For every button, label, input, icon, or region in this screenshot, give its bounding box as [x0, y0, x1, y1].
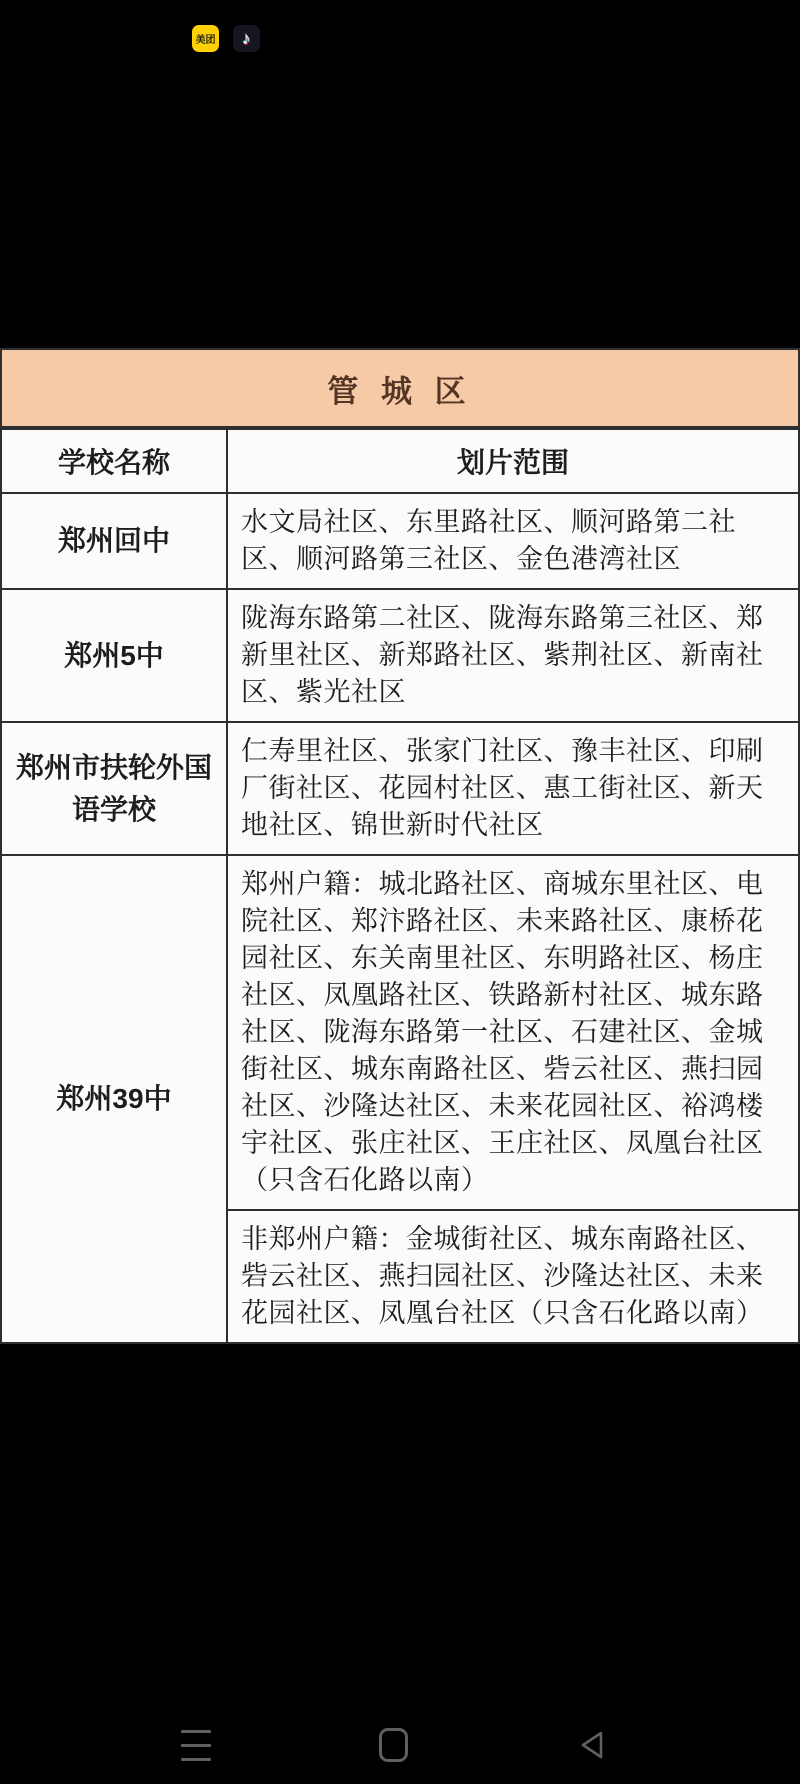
- school-name-cell: 郑州5中: [1, 589, 227, 722]
- school-name-cell: 郑州39中: [1, 855, 227, 1343]
- table-row: [1, 493, 799, 589]
- android-navigation-bar: [0, 1700, 800, 1784]
- menu-bar: [181, 1730, 211, 1733]
- column-header-school-name: 学校名称: [1, 429, 227, 493]
- tiktok-app-icon[interactable]: [233, 25, 260, 52]
- table-row: [1, 855, 799, 1210]
- zone-range-cell: 陇海东路第二社区、陇海东路第三社区、郑新里社区、新郑路社区、紫荆社区、新南社区、紫光社区: [227, 589, 799, 722]
- zone-range-cell: 水文局社区、东里路社区、顺河路第二社区、顺河路第三社区、金色港湾社区: [227, 493, 799, 589]
- school-name-cell: 郑州市扶轮外国语学校: [1, 722, 227, 855]
- table-header-row: [1, 429, 799, 493]
- zone-range-cell-non-local-registration: 非郑州户籍：金城街社区、城东南路社区、砦云社区、燕扫园社区、沙隆达社区、未来花园社区、凤凰台社区（只含石化路以南）: [227, 1210, 799, 1343]
- table-row: [1, 589, 799, 722]
- zone-range-cell: 仁寿里社区、张家门社区、豫丰社区、印刷厂街社区、花园村社区、惠工街社区、新天地社区、锦世新时代社区: [227, 722, 799, 855]
- zone-range-cell-local-registration: 郑州户籍：城北路社区、商城东里社区、电院社区、郑汴路社区、未来路社区、康桥花园社区、东关南里社区、东明路社区、杨庄社区、凤凰路社区、铁路新村社区、城东路社区、陇海东路第一社区、石建社区、金城街社区、城东南路社区、砦云社区、燕扫园社区、沙隆达社区、未来花园社区、裕鸿楼宇社区、张庄社区、王庄社区、凤凰台社区（只含石化路以南）: [227, 855, 799, 1210]
- recents-menu-icon[interactable]: [181, 1730, 211, 1761]
- school-district-table-image: [0, 348, 800, 1328]
- school-name-cell: 郑州回中: [1, 493, 227, 589]
- table-row: [1, 722, 799, 855]
- menu-bar: [181, 1758, 211, 1761]
- district-table: [0, 428, 800, 1344]
- back-icon[interactable]: [577, 1729, 605, 1761]
- menu-bar: [181, 1744, 211, 1747]
- district-title: 管 城 区: [0, 348, 800, 428]
- column-header-zone-range: 划片范围: [227, 429, 799, 493]
- music-note-icon: ♪: [242, 29, 251, 48]
- meituan-app-label: 美团: [195, 35, 216, 46]
- meituan-app-icon[interactable]: [192, 25, 219, 52]
- status-area: [0, 0, 800, 70]
- home-icon[interactable]: [379, 1728, 408, 1762]
